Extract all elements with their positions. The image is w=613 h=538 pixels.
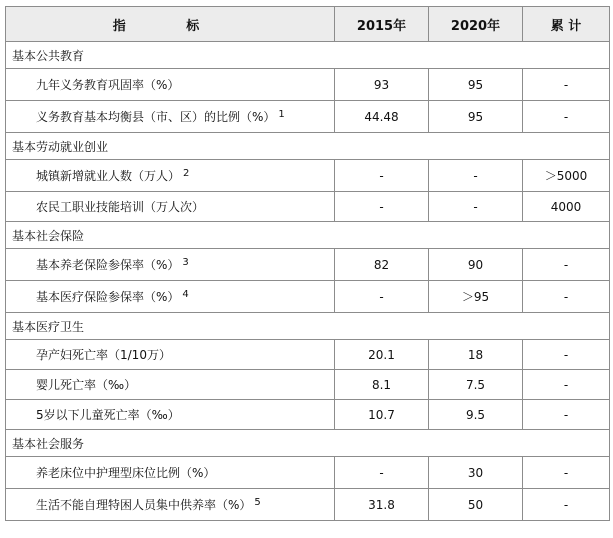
header-row	[6, 7, 610, 42]
value-2015: 31.8	[335, 489, 429, 521]
value-2020: ＞95	[429, 281, 523, 313]
indicator-table	[5, 6, 610, 521]
header-2020: 2020年	[429, 7, 523, 42]
value-cumulative: -	[523, 249, 610, 281]
value-2020: -	[429, 160, 523, 192]
header-cumulative: 累 计	[523, 7, 610, 42]
footnote-mark: 1	[278, 109, 285, 120]
indicator-name: 生活不能自理特困人员集中供养率（%） $^5$	[6, 489, 335, 521]
table-row	[6, 400, 610, 430]
value-2020: 95	[429, 69, 523, 101]
indicator-name: 孕产妇死亡率（1/10万）	[6, 340, 335, 370]
section-title: 基本社会服务	[6, 430, 610, 457]
value-2020: 7.5	[429, 370, 523, 400]
value-2015: -	[335, 457, 429, 489]
value-2015: -	[335, 160, 429, 192]
value-2015: 8.1	[335, 370, 429, 400]
indicator-name: 城镇新增就业人数（万人） $^2$	[6, 160, 335, 192]
table-row	[6, 281, 610, 313]
indicator-name: 婴儿死亡率（‰）	[6, 370, 335, 400]
table-row	[6, 160, 610, 192]
footnote-mark: 4	[182, 289, 189, 300]
value-cumulative: 4000	[523, 192, 610, 222]
value-cumulative: ＞5000	[523, 160, 610, 192]
table-row	[6, 370, 610, 400]
value-2020: -	[429, 192, 523, 222]
value-2020: 50	[429, 489, 523, 521]
indicator-name: 基本医疗保险参保率（%） $^4$	[6, 281, 335, 313]
value-cumulative: -	[523, 69, 610, 101]
section-title: 基本公共教育	[6, 42, 610, 69]
section-title: 基本社会保险	[6, 222, 610, 249]
table-row	[6, 249, 610, 281]
value-cumulative: -	[523, 457, 610, 489]
footnote-mark: 2	[183, 168, 190, 179]
section-title: 基本医疗卫生	[6, 313, 610, 340]
table-row	[6, 340, 610, 370]
value-2020: 90	[429, 249, 523, 281]
footnote-mark: 3	[182, 257, 189, 268]
value-2020: 9.5	[429, 400, 523, 430]
table-row	[6, 457, 610, 489]
value-cumulative: -	[523, 340, 610, 370]
table-row	[6, 101, 610, 133]
section-row	[6, 430, 610, 457]
value-2015: -	[335, 192, 429, 222]
footnote-mark: 5	[254, 497, 261, 508]
value-2020: 18	[429, 340, 523, 370]
value-2015: 93	[335, 69, 429, 101]
indicator-name: 义务教育基本均衡县（市、区）的比例（%） $^1$	[6, 101, 335, 133]
table-row	[6, 69, 610, 101]
indicator-name: 养老床位中护理型床位比例（%）	[6, 457, 335, 489]
header-2015: 2015年	[335, 7, 429, 42]
indicator-name: 5岁以下儿童死亡率（‰）	[6, 400, 335, 430]
value-2015: 44.48	[335, 101, 429, 133]
section-row	[6, 133, 610, 160]
value-2015: 10.7	[335, 400, 429, 430]
value-2015: -	[335, 281, 429, 313]
indicator-name: 基本养老保险参保率（%） $^3$	[6, 249, 335, 281]
value-cumulative: -	[523, 101, 610, 133]
value-2015: 20.1	[335, 340, 429, 370]
indicator-name: 农民工职业技能培训（万人次）	[6, 192, 335, 222]
section-row	[6, 313, 610, 340]
table-row	[6, 489, 610, 521]
section-row	[6, 42, 610, 69]
value-2020: 95	[429, 101, 523, 133]
value-cumulative: -	[523, 489, 610, 521]
value-cumulative: -	[523, 370, 610, 400]
section-row	[6, 222, 610, 249]
indicator-name: 九年义务教育巩固率（%）	[6, 69, 335, 101]
header-indicator: 指 标	[6, 7, 335, 42]
value-2020: 30	[429, 457, 523, 489]
value-cumulative: -	[523, 281, 610, 313]
section-title: 基本劳动就业创业	[6, 133, 610, 160]
value-cumulative: -	[523, 400, 610, 430]
value-2015: 82	[335, 249, 429, 281]
table-row	[6, 192, 610, 222]
